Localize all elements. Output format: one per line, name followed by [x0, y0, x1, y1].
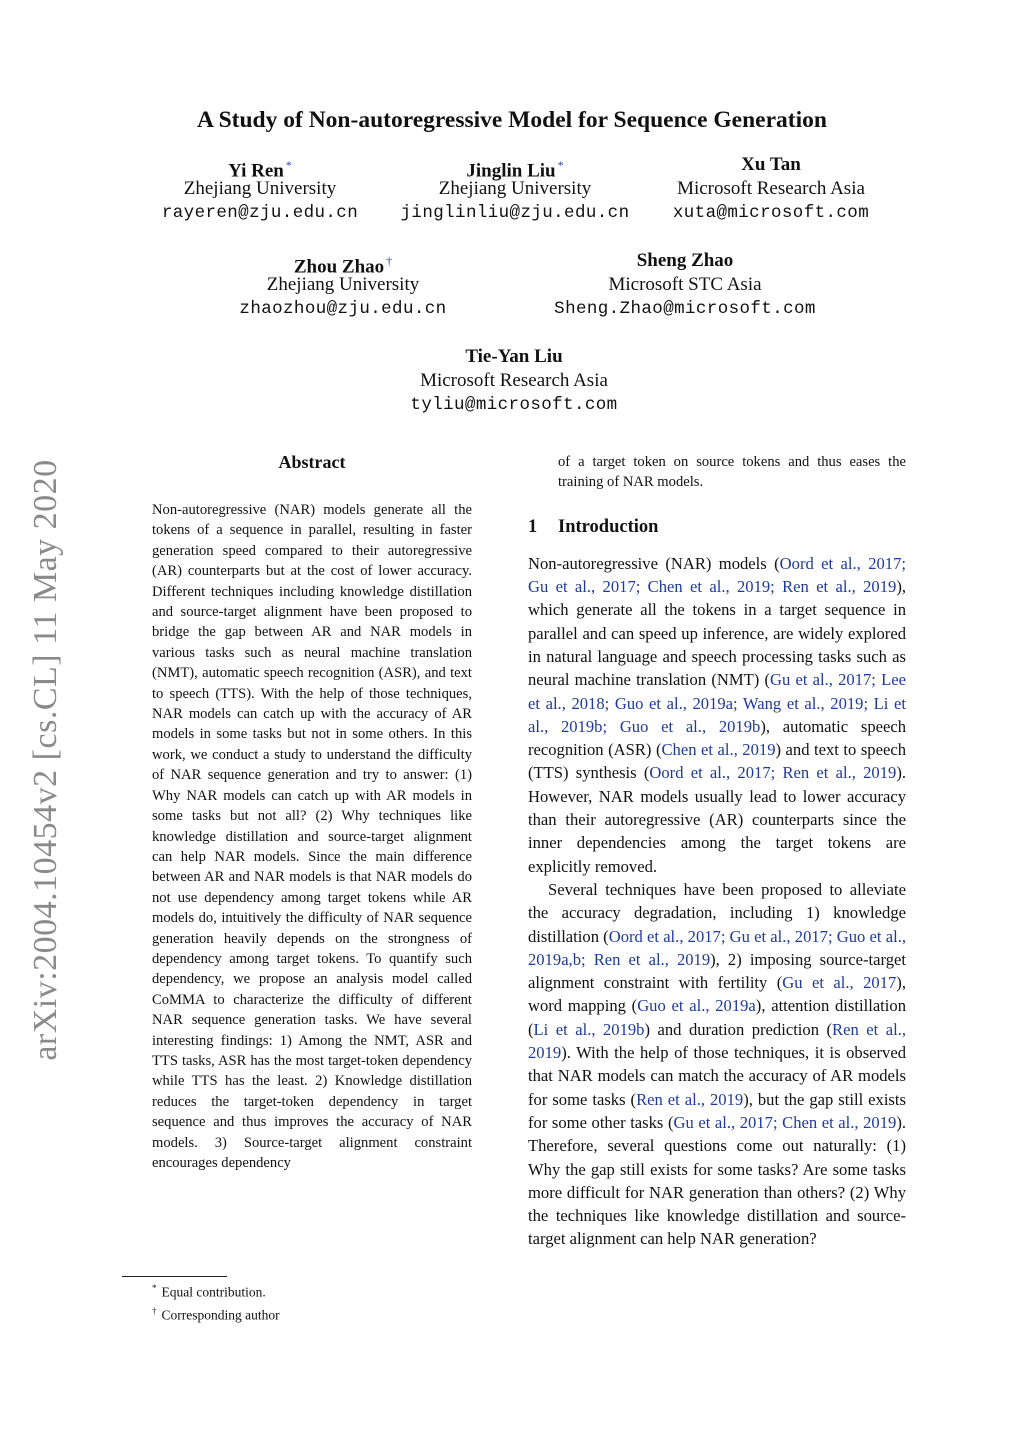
paragraph-text: ) and text to speech (TTS) synthesis ( [528, 740, 906, 783]
author-block [193, 249, 493, 321]
citation-link[interactable]: Chen et al., 2019 [661, 740, 776, 760]
author-email: Sheng.Zhao@microsoft.com [554, 299, 816, 319]
arxiv-side-stamp: arXiv:2004.10454v2 [cs.CL] 11 May 2020 [27, 459, 64, 1061]
author-name: Tie-Yan Liu [465, 346, 563, 367]
author-name: Zhou Zhao † [293, 254, 393, 278]
author-email: jinglinliu@zju.edu.cn [400, 203, 630, 223]
author-email: tyliu@microsoft.com [410, 395, 618, 415]
author-affiliation: Microsoft Research Asia [677, 178, 865, 199]
citation-link[interactable]: Oord et al., 2017; Gu et al., 2017; Guo et al., 2019a,b; Ren et al., 2019 [528, 926, 906, 969]
paragraph-text: ), automatic speech recognition (ASR) ( [528, 716, 907, 760]
citation-link[interactable]: Ren et al., 2019 [636, 1089, 744, 1109]
author-block [621, 153, 921, 225]
author-email: xuta@microsoft.com [672, 203, 870, 223]
author-affiliation: Zhejiang University [438, 178, 592, 199]
paragraph-text: ), but the gap still exists for some other tasks ( [528, 1089, 906, 1132]
author-block [365, 153, 665, 225]
intro-paragraph [528, 878, 906, 1251]
footnote: * Equal contribution. [152, 1283, 266, 1300]
author-name: Sheng Zhao [636, 250, 734, 271]
paragraph-text: ) and duration prediction ( [644, 1019, 833, 1039]
author-block [364, 345, 664, 417]
paragraph-text: ). Therefore, several questions come out naturally: (1) Why the gap still exists for some tasks? Are some tasks more difficult for NAR generation than others? (2) Why the techniques like knowledge distillation and source-target alignment can help NAR generation? [528, 1112, 907, 1249]
paragraph-text: ). However, NAR models usually lead to lower accuracy than their autoregressive (AR) counterparts since the inner dependencies among the target tokens are explicitly removed. [528, 763, 906, 876]
paragraph-text: ). With the help of those techniques, it is observed that NAR models can match the accuracy of AR models for some tasks ( [528, 1043, 906, 1109]
section-heading: 1 Introduction [528, 516, 659, 537]
citation-link[interactable]: Oord et al., 2017; Ren et al., 2019 [649, 763, 897, 783]
intro-paragraph [528, 552, 906, 878]
citation-link[interactable]: Ren et al., 2019 [528, 1019, 906, 1063]
author-email: zhaozhou@zju.edu.cn [239, 299, 447, 319]
footnotes [152, 1279, 492, 1324]
citation-link[interactable]: Oord et al., 2017; Gu et al., 2017; Chen et al., 2019; Ren et al., 2019 [528, 553, 906, 597]
right-column [528, 448, 906, 1251]
citation-link[interactable]: Gu et al., 2017; Chen et al., 2019 [673, 1112, 897, 1132]
footnote-rule [122, 1276, 227, 1277]
citation-link[interactable]: Gu et al., 2017; Lee et al., 2018; Guo et al., 2019a; Wang et al., 2019; Li et al., 2019b; Guo et al., 2019b [528, 670, 906, 736]
abstract-text: Non-autoregressive (NAR) models generate all the tokens of a sequence in parallel, resulting in faster generation speed compared to their autoregressive (AR) counterparts but at the cost of lower accuracy. Different techniques including knowledge distillation and source-target alignment have been proposed to bridge the gap between AR and NAR models in various tasks such as neural machine translation (NMT), automatic speech recognition (ASR), and text to speech (TTS). With the help of those techniques, NAR models can catch up with the accuracy of AR models in some tasks but not in some others. In this work, we conduct a study to understand the difficulty of NAR sequence generation and try to answer: (1) Why NAR models can catch up with AR models in some tasks but not all? (2) Why techniques like knowledge distillation and source-target alignment can help NAR models. Since the main difference between AR and NAR models is that NAR models do not use dependency among target tokens while AR models do, intuitively the difficulty of NAR sequence generation heavily depends on the strongness of dependency among target tokens. To quantify such dependency, we propose an analysis model called CoMMA to characterize the difficulty of different NAR sequence generation tasks. We have several interesting findings: 1) Among the NMT, ASR and TTS tasks, ASR has the most target-token dependency while TTS has the least. 2) Knowledge distillation reduces the target-token dependency in target sequence and thus improves the accuracy of NAR models. 3) Source-target alignment constraint encourages dependency [152, 502, 472, 1171]
paper-title: A Study of Non-autoregressive Model for Sequence Generation [197, 107, 827, 133]
abstract-heading: Abstract [278, 452, 346, 472]
citation-link[interactable]: Guo et al., 2019a [637, 996, 756, 1016]
author-block [535, 249, 835, 321]
author-name: Jinglin Liu * [466, 158, 564, 182]
citation-link[interactable]: Gu et al., 2017 [782, 973, 897, 993]
author-affiliation: Zhejiang University [266, 274, 420, 295]
author-name: Xu Tan [741, 154, 801, 175]
citation-link[interactable]: Li et al., 2019b [533, 1019, 645, 1039]
abstract-continuation: of a target token on source tokens and thus eases the training of NAR models. [558, 454, 906, 491]
paragraph-text: ), word mapping ( [528, 973, 906, 1016]
author-name: Yi Ren * [228, 158, 292, 182]
author-affiliation: Microsoft Research Asia [420, 370, 608, 391]
paragraph-text: ), which generate all the tokens in a target sequence in parallel and can speed up inference, are widely explored in natural language and speech processing tasks such as neural machine translation (NMT) ( [528, 577, 906, 690]
footnote: † Corresponding author [152, 1305, 280, 1322]
paragraph-text: Several techniques have been proposed to alleviate the accuracy degradation, including 1) knowledge distillation ( [528, 879, 906, 946]
paragraph-text: Non-autoregressive (NAR) models ( [528, 553, 780, 573]
left-column [152, 448, 472, 1173]
author-affiliation: Zhejiang University [183, 178, 337, 199]
paragraph-text: ), attention distillation ( [528, 996, 906, 1039]
paragraph-text: ), 2) imposing source-target alignment constraint with fertility ( [528, 949, 906, 993]
author-email: rayeren@zju.edu.cn [161, 203, 359, 223]
author-affiliation: Microsoft STC Asia [608, 274, 762, 295]
